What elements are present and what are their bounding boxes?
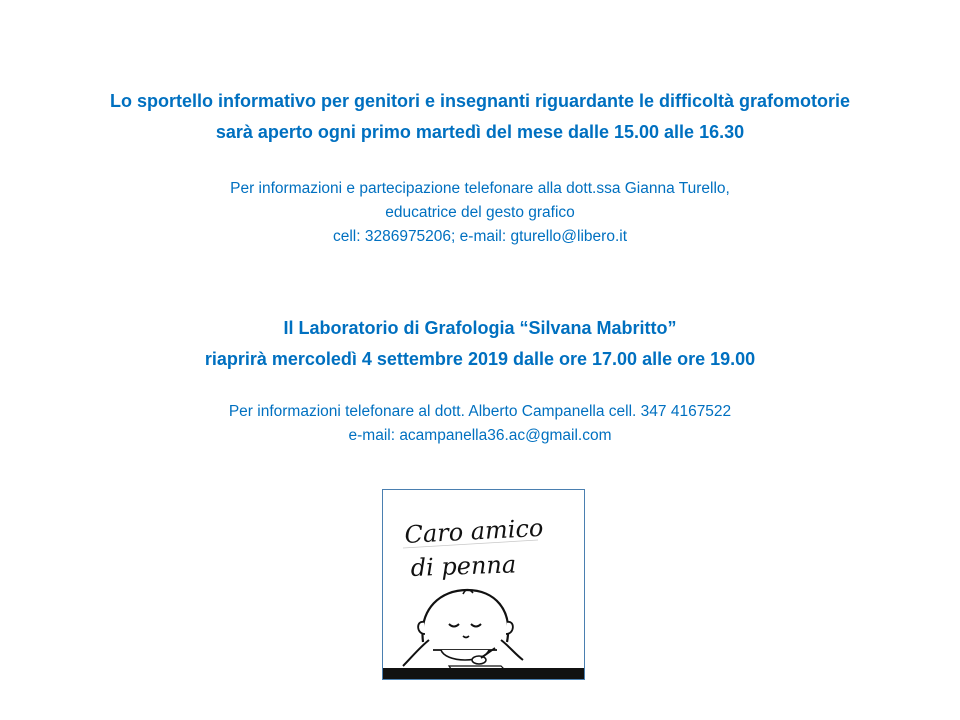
sportello-announcement	[0, 86, 960, 148]
laboratorio-contact-phone: Per informazioni telefonare al dott. Alberto Campanella cell. 347 4167522	[228, 403, 732, 420]
sportello-contact-info	[0, 177, 960, 249]
sportello-contact-role: educatrice del gesto grafico	[385, 204, 575, 221]
laboratorio-schedule: riaprirà mercoledì 4 settembre 2019 dalle ore 17.00 alle ore 19.00	[204, 349, 756, 369]
laboratorio-announcement	[0, 313, 960, 375]
sportello-schedule: sarà aperto ogni primo martedì del mese dalle 15.00 alle 16.30	[215, 122, 745, 142]
laboratorio-title: Il Laboratorio di Grafologia “Silvana Mabritto”	[283, 318, 677, 338]
sportello-contact-details: cell: 3286975206; e-mail: gturello@libero.it	[332, 228, 628, 245]
handwriting-di-penna: di penna	[410, 550, 517, 582]
sportello-title: Lo sportello informativo per genitori e insegnanti riguardante le difficoltà grafomotorie	[109, 91, 851, 111]
pen-pal-illustration	[382, 489, 585, 680]
handwriting-caro-amico: Caro amico	[403, 513, 544, 549]
pen-pal-drawing	[383, 490, 584, 679]
laboratorio-contact-email: e-mail: acampanella36.ac@gmail.com	[348, 427, 612, 444]
laboratorio-contact-info	[0, 400, 960, 448]
sportello-contact-line: Per informazioni e partecipazione telefonare alla dott.ssa Gianna Turello,	[230, 180, 730, 197]
